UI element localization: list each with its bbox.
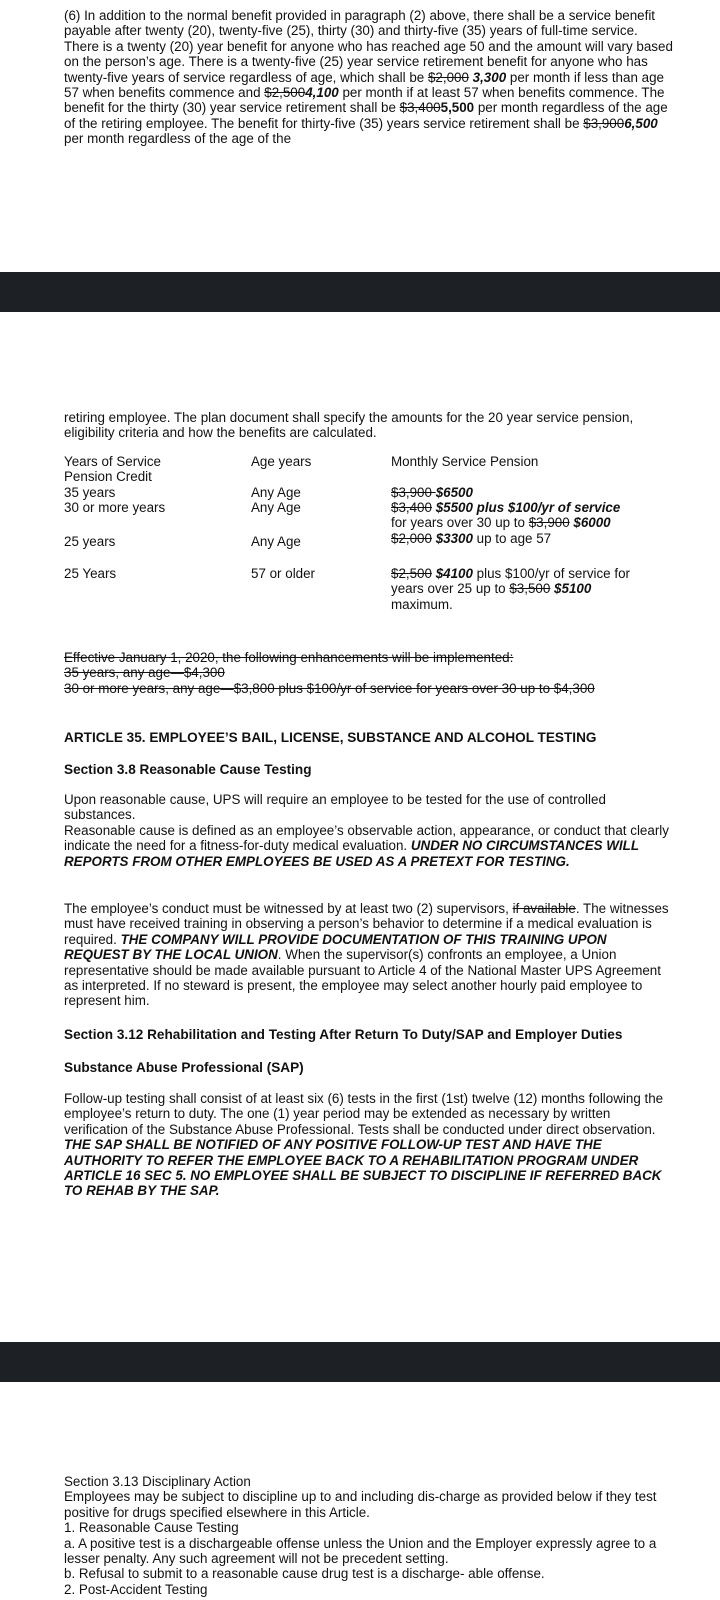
cell-years: 35 years: [64, 485, 116, 500]
section-3-8-heading: Section 3.8 Reasonable Cause Testing: [64, 762, 312, 777]
text: . The witnesses must have received training in observing a person’s behavior to determine if a medical evaluation is required.: [64, 901, 669, 947]
new-amount: $5100: [550, 581, 592, 597]
page-3: [0, 1382, 720, 1600]
text: per month regardless of the age of the: [64, 131, 292, 147]
col-header-years: Years of Service Pension Credit: [64, 454, 162, 485]
struck-line: 35 years, any age—$4,300: [64, 665, 225, 681]
text: plus $100/yr of service for years over 25 up to: [391, 566, 630, 597]
text: Reasonable cause is defined as an employee’s observable action, appearance, or conduct that clearly indicate the need for a fitness-for-duty medical evaluation.: [64, 822, 669, 854]
struck-enhancements: [64, 650, 674, 696]
cell-age: Any Age: [251, 534, 301, 549]
text: up to age 57: [472, 530, 552, 546]
new-amount: $6500: [435, 485, 473, 500]
text: (6) In addition to the normal benefit provided in paragraph (2) above, there shall be a service benefit payable after twenty (20), twenty-five (25), thirty (30) and thirty-five (35) years of full-time service. There is a twenty (20) year benefit for anyone who has reached age 50 and the amount will vary based on the person’s age. There is a twenty-five (25) year service retirement benefit for anyone who has twenty-five years of service regardless of age, which shall be: [64, 8, 673, 85]
cell-pension: [391, 485, 661, 500]
col-header-pension: Monthly Service Pension: [391, 454, 539, 469]
new-amount: $3300: [431, 530, 473, 546]
text: Upon reasonable cause, UPS will require an employee to be tested for the use of controlled substances.: [64, 792, 606, 823]
cell-years: 25 Years: [64, 566, 117, 581]
text: Employees may be subject to discipline up to and including dis-charge as provided below if they test positive for drugs specified elsewhere in this Article.: [64, 1489, 657, 1520]
struck-amount: $3,900: [391, 485, 436, 500]
text: The employee’s conduct must be witnessed by at least two (2) supervisors,: [64, 901, 513, 916]
struck-amount: $3,400: [391, 500, 432, 515]
text: maximum.: [391, 596, 453, 612]
list-item: 2. Post-Accident Testing: [64, 1581, 208, 1597]
list-item: b. Refusal to submit to a reasonable cause drug test is a discharge- able offense.: [64, 1566, 545, 1582]
reasonable-cause-paragraph: [64, 792, 674, 869]
emphasis: UNDER NO CIRCUMSTANCES WILL REPORTS FROM OTHER EMPLOYEES BE USED AS A PRETEXT FOR TESTING.: [64, 838, 639, 869]
follow-up-paragraph: [64, 1091, 674, 1199]
struck-amount: $2,000: [427, 69, 469, 85]
article-heading: ARTICLE 35. EMPLOYEE’S BAIL, LICENSE, SUBSTANCE AND ALCOHOL TESTING: [64, 730, 597, 745]
text: . When the supervisor(s) confronts an employee, a Union representative should be made available pursuant to Article 4 of the National Master UPS Agreement as interpreted. If no steward is present, the employee may select another hourly paid employee to represent him.: [64, 947, 661, 1009]
col-header-age: Age years: [251, 454, 312, 469]
struck-amount: $2,500: [391, 566, 432, 581]
text: per month if less than age 57 when benefits commence and: [64, 69, 664, 101]
sap-heading: Substance Abuse Professional (SAP): [64, 1060, 304, 1075]
paragraph-6: [64, 8, 674, 147]
cell-age: Any Age: [251, 500, 301, 515]
cell-age: Any Age: [251, 485, 301, 500]
list-item: a. A positive test is a dischargeable offense unless the Union and the Employer expressly agree to a lesser penalty. Any such agreement will not be precedent setting.: [64, 1535, 657, 1567]
text: per month regardless of the age of the retiring employee. The benefit for thirty-five (35) years service retirement shall be: [64, 100, 668, 131]
cell-years: 30 or more years: [64, 500, 166, 515]
page-separator: [0, 1342, 720, 1382]
page-1: [0, 0, 720, 272]
text: for years over 30 up to: [391, 515, 529, 531]
emphasis: THE COMPANY WILL PROVIDE DOCUMENTATION OF THIS TRAINING UPON REQUEST BY THE LOCAL UNION: [64, 931, 607, 963]
struck-text: if available: [512, 901, 576, 916]
struck-amount: $2,000: [391, 530, 432, 546]
cell-age: 57 or older: [251, 566, 316, 581]
struck-amount: $3,500: [509, 581, 551, 597]
struck-amount: $3,900: [528, 515, 570, 531]
new-amount: 5,500: [440, 100, 475, 116]
page-2: [0, 312, 720, 1342]
new-amount: $5500 plus $100/yr of service: [431, 500, 621, 515]
text: Follow-up testing shall consist of at least six (6) tests in the first (1st) twelve (12) months following the employee’s return to duty. The one (1) year period may be extended as necessary by written verification of the Substance Abuse Professional. Tests shall be conducted under direct observation.: [64, 1091, 664, 1137]
struck-amount: $3,900: [583, 115, 625, 131]
new-amount: 6,500: [624, 115, 658, 131]
witness-paragraph: [64, 901, 674, 1009]
struck-amount: $2,500: [264, 85, 306, 101]
new-amount: 4,100: [305, 85, 339, 101]
page-separator: [0, 272, 720, 312]
new-amount: 3,300: [468, 69, 507, 85]
section-3-13-heading: Section 3.13 Disciplinary Action: [64, 1474, 251, 1489]
cell-pension: [391, 566, 631, 612]
cell-pension: [391, 500, 661, 546]
text: per month if at least 57 when benefits commence. The benefit for the thirty (30) year service retirement shall be: [64, 85, 665, 116]
text-block: [64, 823, 674, 869]
struck-amount: $3,400: [399, 100, 441, 116]
disciplinary-section: [64, 1474, 674, 1597]
struck-line: 30 or more years, any age—$3,800 plus $100/yr of service for years over 30 up to $4,300: [64, 680, 595, 696]
list-item: 1. Reasonable Cause Testing: [64, 1520, 239, 1536]
new-amount: $4100: [431, 566, 473, 581]
new-amount: $6000: [569, 515, 611, 531]
section-3-12-heading: Section 3.12 Rehabilitation and Testing After Return To Duty/SAP and Employer Duties: [64, 1027, 623, 1042]
cell-years: 25 years: [64, 534, 116, 549]
emphasis: THE SAP SHALL BE NOTIFIED OF ANY POSITIVE FOLLOW-UP TEST AND HAVE THE AUTHORITY TO REFER THE EMPLOYEE BACK TO A REHABILITATION PROGRAM UNDER ARTICLE 16 SEC 5. NO EMPLOYEE SHALL BE SUBJECT TO DISCIPLINE IF REFERRED BACK TO REHAB BY THE SAP.: [64, 1137, 662, 1199]
struck-line: Effective January 1, 2020, the following enhancements will be implemented:: [64, 650, 514, 665]
pension-table: [64, 454, 664, 634]
intro-paragraph: retiring employee. The plan document shall specify the amounts for the 20 year service pension, eligibility criteria and how the benefits are calculated.: [64, 410, 634, 441]
